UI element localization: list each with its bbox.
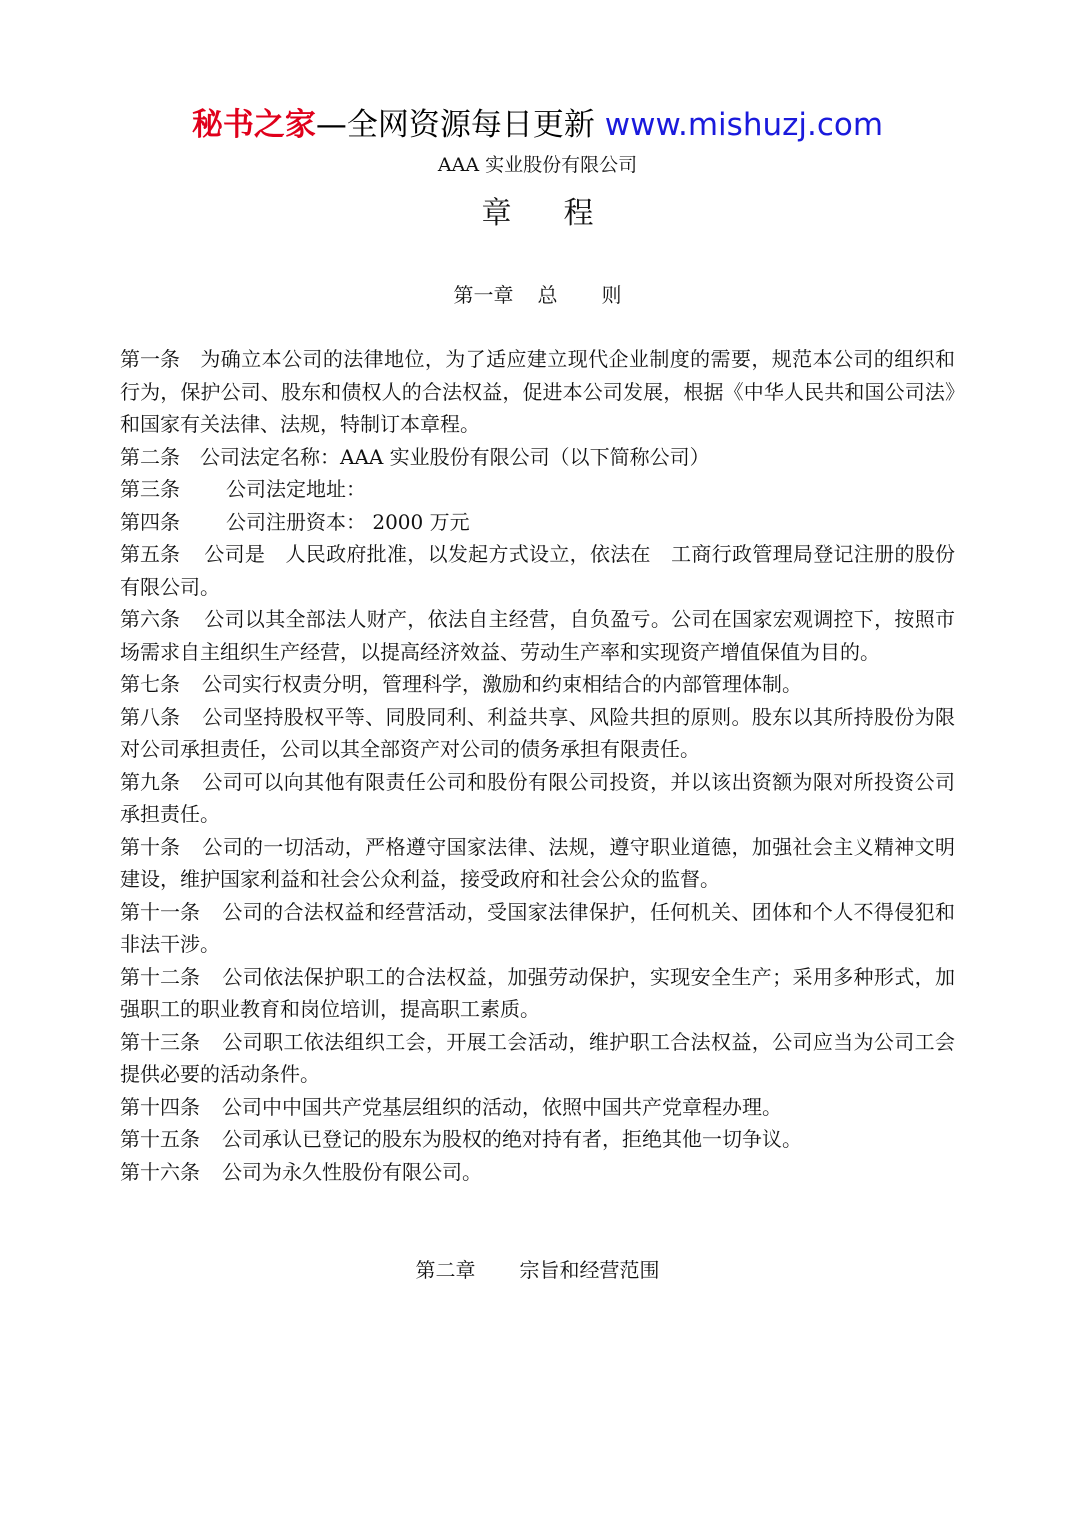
article — [120, 1123, 955, 1156]
chapter-2-label: 第二章 — [415, 1258, 476, 1282]
article-text: 公司中中国共产党基层组织的活动，依照中国共产党章程办理。 — [222, 1094, 782, 1119]
article-number: 第十一条 — [120, 899, 200, 924]
article-text: 公司法定名称：AAA 实业股份有限公司（以下简称公司） — [200, 444, 710, 469]
chapter-1-heading — [0, 280, 1075, 310]
article-number: 第十三条 — [120, 1029, 200, 1054]
article-text: 公司坚持股权平等、同股同利、利益共享、风险共担的原则。股东以其所持股份为限对公司承担责任，公司以其全部资产对公司的债务承担有限责任。 — [120, 704, 955, 761]
title-char-1: 章 — [481, 196, 512, 231]
article — [120, 961, 955, 1026]
article-text: 公司的一切活动，严格遵守国家法律、法规，遵守职业道德，加强社会主义精神文明建设，维护国家利益和社会公众利益，接受政府和社会公众的监督。 — [120, 834, 955, 891]
article-number: 第五条 — [120, 542, 180, 566]
article — [120, 668, 955, 701]
article — [120, 896, 955, 961]
chapter-2-heading — [0, 1255, 1075, 1285]
chapter-2-name: 宗旨和经营范围 — [519, 1258, 660, 1282]
article — [120, 1156, 955, 1189]
article-number: 第十条 — [120, 834, 180, 859]
article-number: 第十五条 — [120, 1127, 200, 1151]
article — [120, 766, 955, 831]
article-text: 公司可以向其他有限责任公司和股份有限公司投资，并以该出资额为限对所投资公司承担责任。 — [120, 769, 955, 826]
article — [120, 1091, 955, 1124]
article — [120, 701, 955, 766]
chapter-1-articles — [120, 343, 955, 1188]
banner-brand: 秘书之家 — [191, 107, 316, 143]
chapter-1-label: 第一章 — [453, 283, 514, 307]
banner-slogan: —全网资源每日更新 — [315, 107, 595, 143]
article — [120, 831, 955, 896]
article — [120, 506, 955, 539]
article — [120, 473, 955, 506]
document-title — [0, 192, 1075, 236]
article-number: 第一条 — [120, 347, 180, 371]
watermark-banner — [0, 103, 1075, 147]
title-char-2: 程 — [563, 196, 594, 231]
article — [120, 603, 955, 668]
article-number: 第六条 — [120, 607, 180, 631]
article-number: 第四条 — [120, 509, 180, 534]
article-number: 第十六条 — [120, 1159, 200, 1184]
article-number: 第九条 — [120, 769, 180, 794]
article-text: 公司注册资本： 2000 万元 — [226, 509, 470, 534]
company-name: AAA 实业股份有限公司 — [437, 154, 638, 176]
chapter-1-name-1: 总 — [537, 283, 558, 307]
article-text: 为确立本公司的法律地位，为了适应建立现代企业制度的需要，规范本公司的组织和行为，保护公司、股东和债权人的合法权益，促进本公司发展，根据《中华人民共和国公司法》和国家有关法律、法规，特制订本章程。 — [120, 347, 955, 436]
article — [120, 538, 955, 603]
banner-url-link[interactable]: www.mishuzj.com — [604, 107, 884, 143]
article-text: 公司职工依法组织工会，开展工会活动，维护职工合法权益，公司应当为公司工会提供必要的活动条件。 — [120, 1029, 955, 1086]
chapter-1-name-2: 则 — [601, 283, 622, 307]
article — [120, 441, 955, 474]
article — [120, 343, 955, 441]
article-text: 公司是 人民政府批准，以发起方式设立，依法在 工商行政管理局登记注册的股份有限公司。 — [120, 542, 955, 599]
article-number: 第十四条 — [120, 1094, 200, 1119]
article-text: 公司为永久性股份有限公司。 — [222, 1159, 482, 1184]
article-number: 第十二条 — [120, 964, 200, 989]
article-number: 第二条 — [120, 444, 180, 469]
article-text: 公司依法保护职工的合法权益，加强劳动保护，实现安全生产；采用多种形式，加强职工的职业教育和岗位培训，提高职工素质。 — [120, 964, 955, 1021]
article-text: 公司实行权责分明，管理科学，激励和约束相结合的内部管理体制。 — [202, 672, 802, 696]
article-number: 第八条 — [120, 704, 180, 729]
article-text: 公司承认已登记的股东为股权的绝对持有者，拒绝其他一切争议。 — [222, 1127, 802, 1151]
article-number: 第三条 — [120, 477, 180, 501]
article-text: 公司法定地址： — [226, 477, 366, 501]
article-number: 第七条 — [120, 672, 180, 696]
article-text: 公司的合法权益和经营活动，受国家法律保护，任何机关、团体和个人不得侵犯和非法干涉。 — [120, 899, 955, 956]
article-text: 公司以其全部法人财产，依法自主经营，自负盈亏。公司在国家宏观调控下，按照市场需求自主组织生产经营，以提高经济效益、劳动生产率和实现资产增值保值为目的。 — [120, 607, 955, 664]
article — [120, 1026, 955, 1091]
